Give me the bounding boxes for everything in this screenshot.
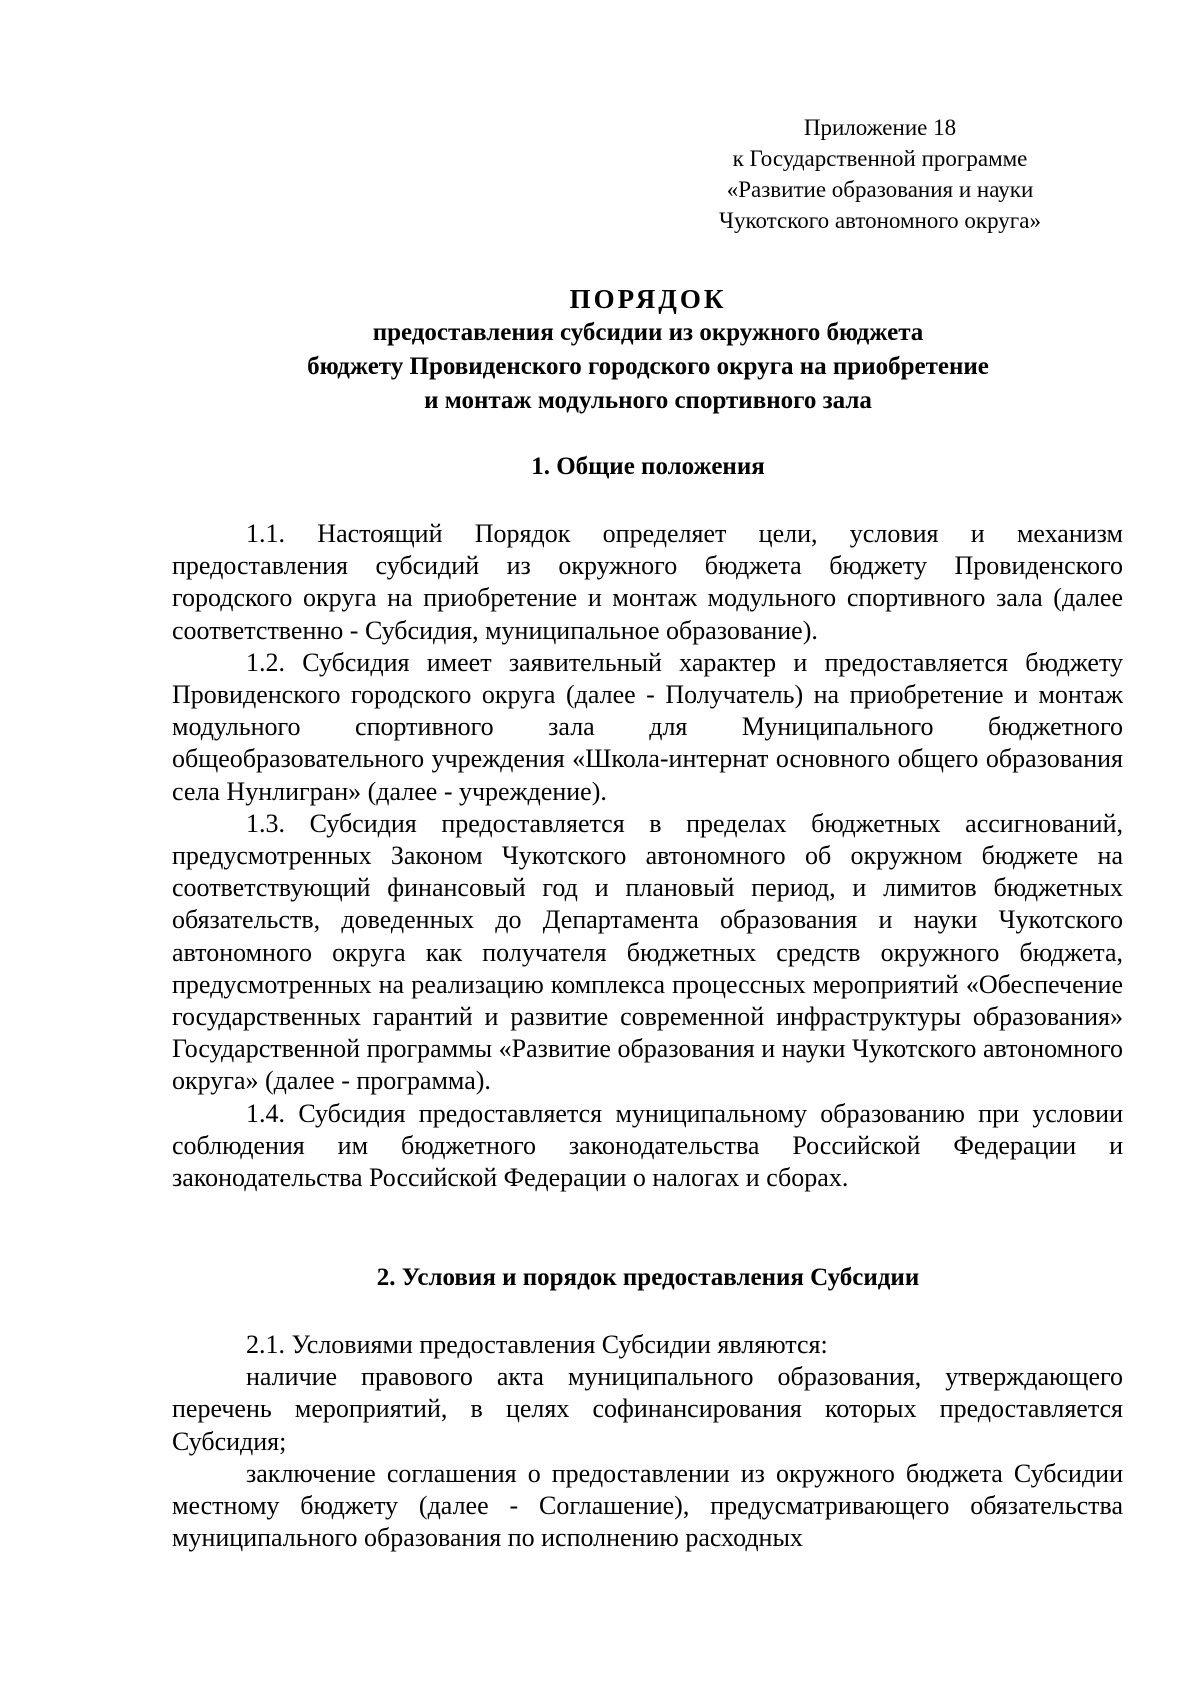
appendix-line: к Государственной программе [732,146,1028,171]
appendix-line: «Развитие образования и науки [726,177,1034,202]
title-line: и монтаж модульного спортивного зала [424,387,872,414]
appendix-block [680,112,1080,236]
title-line: предоставления субсидии из окружного бюджета [372,319,924,346]
paragraph-2-condition-1: наличие правового акта муниципального образования, утверждающего перечень мероприятий, в целях софинансирования которых предоставляется Субсидия; [172,1362,1123,1456]
paragraph-1-1: 1.1. Настоящий Порядок определяет цели, условия и механизм предоставления субсидий из окружного бюджета бюджету Провиденского городского округа на приобретение и монтаж модульного спортивного зала (далее соответственно - Субсидия, муниципальное образование). [172,519,1123,645]
paragraph-1-4: 1.4. Субсидия предоставляется муниципальному образованию при условии соблюдения им бюджетного законодательства Российской Федерации и законодательства Российской Федерации о налогах и сборах. [172,1098,1123,1193]
document-title [170,282,1126,418]
title-line: бюджету Провиденского городского округа на приобретение [307,353,989,380]
title-main: ПОРЯДОК [569,284,727,314]
section-2-heading: 2. Условия и порядок предоставления Субсидии [376,1264,920,1291]
section-1-heading: 1. Общие положения [531,453,765,480]
paragraph-1-2: 1.2. Субсидия имеет заявительный характер и предоставляется бюджету Провиденского городского округа (далее - Получатель) на приобретение и монтаж модульного спортивного зала для Муниципального бюджетного общеобразовательного учреждения «Школа-интернат основного общего образования села Нунлигран» (далее - учреждение). [172,647,1123,806]
appendix-line: Чукотского автономного округа» [719,208,1041,233]
section-1-body [172,518,1123,1194]
appendix-line: Приложение 18 [803,115,957,140]
section-2-body [172,1329,1123,1554]
paragraph-2-condition-2: заключение соглашения о предоставлении из окружного бюджета Субсидии местному бюджету (далее - Соглашение), предусматривающего обязательства муниципального образования по исполнению расходных [172,1458,1123,1553]
paragraph-2-1: 2.1. Условиями предоставления Субсидии являются: [246,1330,828,1359]
paragraph-1-3: 1.3. Субсидия предоставляется в пределах бюджетных ассигнований, предусмотренных Законом Чукотского автономного об окружном бюджете на соответствующий финансовый год и плановый период, и лимитов бюджетных обязательств, доведенных до Департамента образования и науки Чукотского автономного округа как получателя бюджетных средств окружного бюджета, предусмотренных на реализацию комплекса процессных мероприятий «Обеспечение государственных гарантий и развитие современной инфраструктуры образования» Государственной программы «Развитие образования и науки Чукотского автономного округа» (далее - программа). [172,808,1123,1096]
